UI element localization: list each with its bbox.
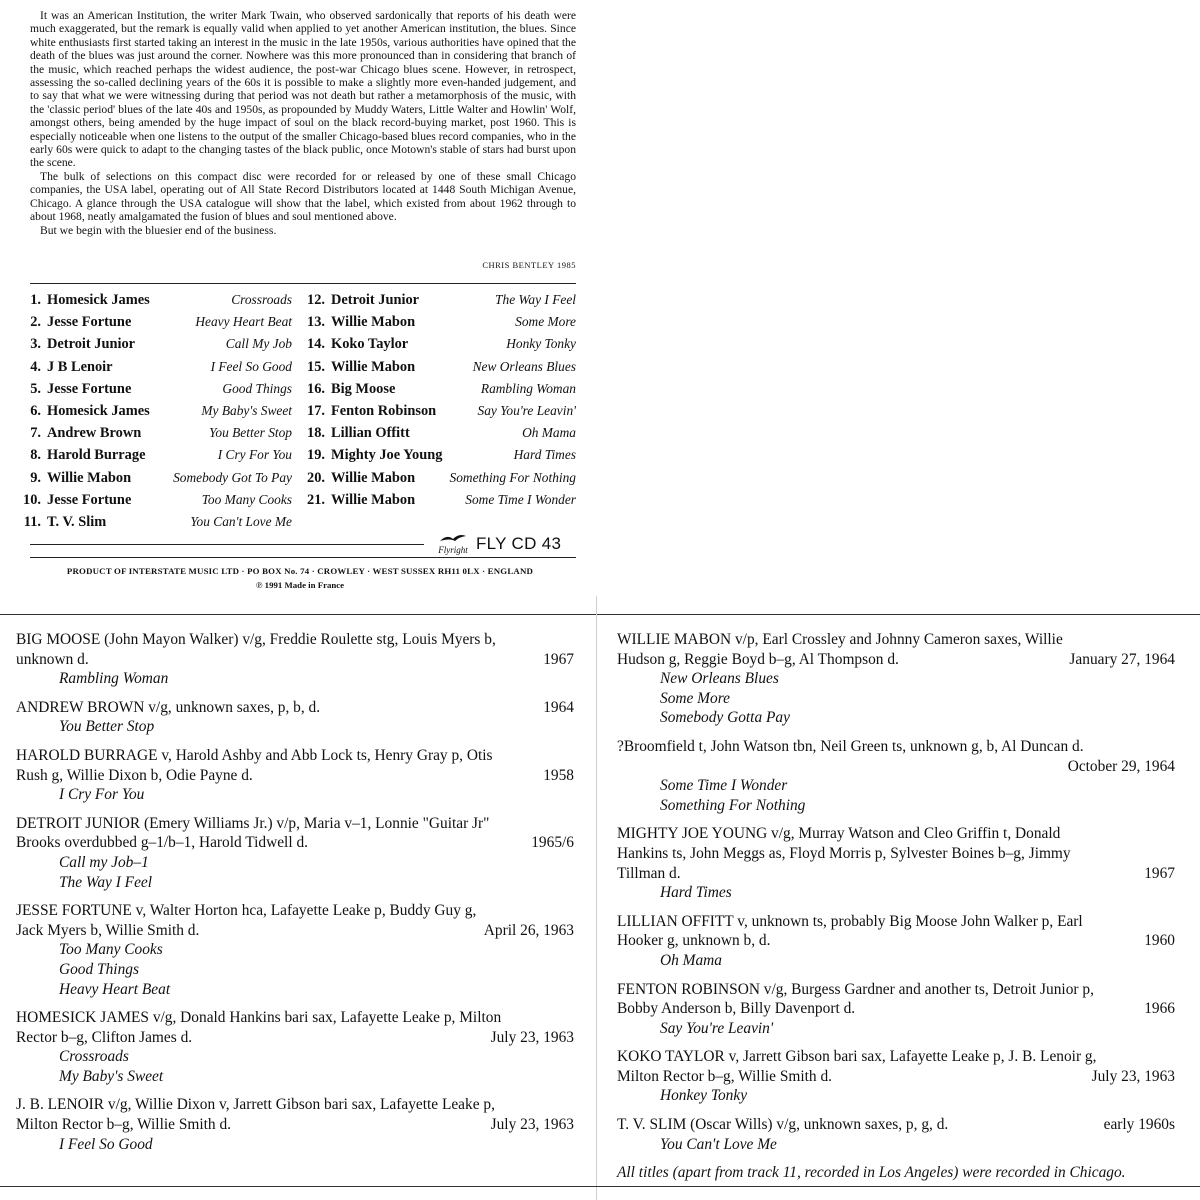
track-title: Rambling Woman xyxy=(480,380,576,396)
personnel-text: WILLIE MABON v/p, Earl Crossley and Johnny Cameron saxes, Willie xyxy=(617,631,1063,648)
catalog-block xyxy=(438,532,561,555)
track-artist: Fenton Robinson xyxy=(331,402,437,419)
session-date: July 23, 1963 xyxy=(490,1028,574,1046)
track-title: I Cry For You xyxy=(217,447,292,463)
personnel-text: Tillman d. xyxy=(617,864,681,882)
song-title: Somebody Gotta Pay xyxy=(660,709,790,727)
liner-notes xyxy=(30,9,576,237)
personnel-line xyxy=(16,814,574,834)
catalog-number: FLY CD 43 xyxy=(476,533,562,553)
personnel-text: HOMESICK JAMES v/g, Donald Hankins bari sax, Lafayette Leake p, Milton xyxy=(16,1009,502,1027)
session-date: April 26, 1963 xyxy=(483,921,574,939)
track-artist: Homesick James xyxy=(47,292,150,308)
session-entry xyxy=(16,814,574,892)
personnel-text: J. B. LENOIR v/g, Willie Dixon v, Jarrett Gibson bari sax, Lafayette Leake p, xyxy=(16,1096,495,1114)
session-date: 1965/6 xyxy=(531,834,574,852)
track-row xyxy=(298,359,576,381)
track-row xyxy=(298,492,576,514)
personnel-text: Milton Rector b–g, Willie Smith d. xyxy=(617,1067,832,1085)
track-title: Something For Nothing xyxy=(449,469,576,485)
session-entry xyxy=(16,901,574,999)
session-entry xyxy=(617,737,1175,815)
personnel-text: unknown d. xyxy=(16,650,89,668)
track-title: Call My Job xyxy=(225,336,292,352)
tracklist-right xyxy=(298,292,576,514)
song-title: Too Many Cooks xyxy=(59,941,163,959)
personnel-line xyxy=(617,757,1175,777)
track-number: 1. xyxy=(30,292,41,308)
recording-location-note: All titles (apart from track 11, recorded in Los Angeles) were recorded in Chicago. xyxy=(617,1164,1126,1182)
track-title: Oh Mama xyxy=(522,425,576,441)
song-title: Some Time I Wonder xyxy=(660,777,788,795)
track-title: Crossroads xyxy=(231,292,292,307)
song-title: Rambling Woman xyxy=(59,670,169,688)
track-number: 16. xyxy=(307,380,325,397)
track-row xyxy=(298,292,576,314)
personnel-line xyxy=(16,650,574,670)
personnel-line xyxy=(617,1047,1175,1067)
track-number: 14. xyxy=(307,336,325,353)
liner-notes-paragraph: It was an American Institution, the writer Mark Twain, who observed sardonically that reports of his death were much exaggerated, but the remark is equally valid when applied to yet another American institution, the blues. Since white enthusiasts first started taking an interest in the music in the late 1950s, various authorities have opined that the death of the blues was just around the corner. Nowhere was this more pronounced than in considering that branch of the music, which reached perhaps the widest audience, the post-war Chicago blues scene. However, in retrospect, assessing the so-called declining years of the 60s it is possible to make a slightly more even-handed judgement, and to say that what we were witnessing during that period was not death but rather a metamorphosis of the music, with the 'classic period' blues of the late 40s and 1950s, as propounded by Muddy Waters, Little Walter and Howlin' Wolf, amongst others, being amended by the huge impact of soul on the black record-buying market, post 1960. This is especially noticeable when one listens to the output of the smaller Chicago-based blues record companies, who in the early 60s were quick to adapt to the changing tastes of the black public, once Motown's stable of stars had burst upon the scene. xyxy=(30,9,576,170)
personnel-text: BIG MOOSE (John Mayon Walker) v/g, Freddie Roulette stg, Louis Myers b, xyxy=(16,631,496,648)
personnel-line xyxy=(617,1067,1175,1087)
track-title: Say You're Leavin' xyxy=(477,402,576,418)
track-artist: J B Lenoir xyxy=(47,358,113,375)
song-title: New Orleans Blues xyxy=(660,670,779,688)
song-title: Something For Nothing xyxy=(660,796,806,814)
personnel-line xyxy=(16,1115,574,1135)
personnel-line xyxy=(617,931,1175,951)
track-number: 19. xyxy=(307,447,325,464)
session-entry xyxy=(617,980,1175,1039)
session-entry xyxy=(16,1095,574,1154)
personnel-line xyxy=(16,833,574,853)
personnel-text: Brooks overdubbed g–1/b–1, Harold Tidwell d. xyxy=(16,834,308,852)
track-row xyxy=(298,314,576,336)
session-date: early 1960s xyxy=(1103,1116,1175,1134)
track-title: Honky Tonky xyxy=(506,336,576,352)
song-title: Hard Times xyxy=(660,884,732,902)
track-row xyxy=(298,447,576,469)
track-row xyxy=(14,425,292,447)
song-title: My Baby's Sweet xyxy=(59,1067,164,1085)
song-title: I Feel So Good xyxy=(59,1135,153,1153)
personnel-text: ?Broomfield t, John Watson tbn, Neil Green ts, unknown g, b, Al Duncan d. xyxy=(617,737,1084,755)
personnel-line xyxy=(16,630,574,650)
track-number: 3. xyxy=(30,336,41,353)
personnel-column-left xyxy=(16,630,574,1163)
song-title: You Can't Love Me xyxy=(660,1135,777,1153)
track-artist: Homesick James xyxy=(47,402,150,419)
personnel-text: DETROIT JUNIOR (Emery Williams Jr.) v/p, Maria v–1, Lonnie "Guitar Jr" xyxy=(16,814,490,832)
personnel-text: Rush g, Willie Dixon b, Odie Payne d. xyxy=(16,766,253,784)
track-number: 6. xyxy=(30,402,41,419)
track-artist: Jesse Fortune xyxy=(47,314,132,331)
track-number: 4. xyxy=(30,358,41,375)
track-number: 9. xyxy=(30,469,41,486)
track-number: 11. xyxy=(23,513,41,530)
track-row xyxy=(14,336,292,358)
personnel-text: Hankins ts, John Meggs as, Floyd Morris p, Sylvester Boines b–g, Jimmy xyxy=(617,844,1071,862)
personnel-text: Bobby Anderson b, Billy Davenport d. xyxy=(617,1000,856,1018)
session-date: 1960 xyxy=(1144,932,1175,950)
personnel-line xyxy=(16,901,574,921)
track-artist: Lillian Offitt xyxy=(331,425,410,442)
personnel-text: HAROLD BURRAGE v, Harold Ashby and Abb Lock ts, Henry Gray p, Otis xyxy=(16,746,493,764)
track-artist: Detroit Junior xyxy=(47,336,136,353)
session-entry xyxy=(16,1008,574,1086)
personnel-text: T. V. SLIM (Oscar Wills) v/g, unknown saxes, p, g, d. xyxy=(617,1116,949,1134)
track-title: Hard Times xyxy=(513,447,576,463)
session-entry xyxy=(16,698,574,737)
personnel-line xyxy=(617,999,1175,1019)
bird-icon xyxy=(438,532,468,544)
tracklist-left xyxy=(14,292,292,536)
track-artist: Andrew Brown xyxy=(47,425,142,442)
track-number: 21. xyxy=(307,491,325,508)
liner-notes-paragraph: The bulk of selections on this compact disc were recorded for or released by one of these small Chicago companies, the USA label, operating out of All State Record Distributors located at 1448 South Michigan Avenue, Chicago. A glance through the USA catalogue will show that the label, which existed from about 1962 through to about 1968, neatly amalgamated the fusion of blues and soul mentioned above. xyxy=(30,169,576,224)
personnel-line xyxy=(16,746,574,766)
personnel-line xyxy=(16,1008,574,1028)
song-title: You Better Stop xyxy=(59,718,155,736)
personnel-text: LILLIAN OFFITT v, unknown ts, probably Big Moose John Walker p, Earl xyxy=(617,912,1083,930)
track-title: Some More xyxy=(515,314,576,330)
personnel-line xyxy=(617,630,1175,650)
session-date: 1967 xyxy=(1144,864,1175,882)
track-row xyxy=(14,359,292,381)
session-date: January 27, 1964 xyxy=(1069,650,1175,668)
personnel-text: Hudson g, Reggie Boyd b–g, Al Thompson d. xyxy=(617,650,899,668)
track-title: Good Things xyxy=(222,380,292,396)
track-artist: Jesse Fortune xyxy=(47,380,132,397)
divider xyxy=(30,544,424,545)
personnel-text: ANDREW BROWN v/g, unknown saxes, p, b, d. xyxy=(16,698,321,716)
track-artist: Willie Mabon xyxy=(331,314,416,331)
notes-credit: CHRIS BENTLEY 1985 xyxy=(482,260,576,270)
personnel-line xyxy=(617,1115,1175,1135)
song-title: Crossroads xyxy=(59,1048,129,1066)
track-row xyxy=(14,403,292,425)
track-number: 15. xyxy=(307,358,325,375)
copyright-line: ℗ 1991 Made in France xyxy=(255,580,345,590)
session-date: October 29, 1964 xyxy=(1067,757,1175,775)
session-date: 1967 xyxy=(543,650,574,668)
session-date: 1964 xyxy=(543,698,574,716)
divider xyxy=(30,283,576,284)
track-artist: Willie Mabon xyxy=(331,469,416,486)
personnel-line xyxy=(16,1028,574,1048)
track-title: New Orleans Blues xyxy=(472,358,576,374)
personnel-line xyxy=(617,824,1175,844)
track-number: 10. xyxy=(23,491,41,508)
song-title: Good Things xyxy=(59,960,139,978)
session-entry xyxy=(617,824,1175,902)
track-title: Somebody Got To Pay xyxy=(173,469,292,485)
track-artist: Koko Taylor xyxy=(331,336,409,353)
track-artist: Willie Mabon xyxy=(331,358,416,375)
fold-line xyxy=(596,596,597,1200)
track-artist: Harold Burrage xyxy=(47,447,146,464)
track-row xyxy=(298,425,576,447)
personnel-text: FENTON ROBINSON v/g, Burgess Gardner and another ts, Detroit Junior p, xyxy=(617,980,1094,998)
track-number: 7. xyxy=(30,425,41,442)
personnel-text: Hooker g, unknown b, d. xyxy=(617,932,771,950)
liner-notes-paragraph: But we begin with the bluesier end of the business. xyxy=(40,223,277,237)
track-number: 5. xyxy=(30,380,41,397)
divider xyxy=(30,557,576,558)
track-number: 17. xyxy=(307,402,325,419)
track-row xyxy=(298,403,576,425)
personnel-text: Jack Myers b, Willie Smith d. xyxy=(16,921,200,939)
track-number: 8. xyxy=(30,447,41,464)
personnel-line xyxy=(617,980,1175,1000)
personnel-text: MIGHTY JOE YOUNG v/g, Murray Watson and Cleo Griffin t, Donald xyxy=(617,825,1061,843)
personnel-line xyxy=(16,766,574,786)
track-row xyxy=(14,314,292,336)
track-title: I Feel So Good xyxy=(210,358,292,374)
track-artist: T. V. Slim xyxy=(47,513,107,530)
track-number: 13. xyxy=(307,314,325,331)
track-artist: Willie Mabon xyxy=(47,469,132,486)
track-artist: Willie Mabon xyxy=(331,491,416,508)
session-entry xyxy=(617,912,1175,971)
track-row xyxy=(14,381,292,403)
session-entry xyxy=(617,1115,1175,1154)
track-row xyxy=(14,470,292,492)
session-date: 1958 xyxy=(543,766,574,784)
track-number: 18. xyxy=(307,425,325,442)
track-number: 20. xyxy=(307,469,325,486)
personnel-line xyxy=(16,1095,574,1115)
song-title: Some More xyxy=(660,689,730,707)
flyright-logo: Flyright xyxy=(438,532,468,555)
track-row xyxy=(298,470,576,492)
track-row xyxy=(14,447,292,469)
session-entry xyxy=(617,1047,1175,1106)
track-row xyxy=(14,514,292,536)
track-artist: Big Moose xyxy=(331,380,396,397)
track-title: The Way I Feel xyxy=(495,292,576,307)
song-title: Say You're Leavin' xyxy=(660,1019,774,1037)
session-date: July 23, 1963 xyxy=(490,1116,574,1134)
track-row xyxy=(14,292,292,314)
personnel-text: Milton Rector b–g, Willie Smith d. xyxy=(16,1116,231,1134)
track-title: Heavy Heart Beat xyxy=(195,314,292,330)
session-entry xyxy=(617,630,1175,728)
divider xyxy=(0,614,1200,615)
personnel-line xyxy=(16,921,574,941)
song-title: I Cry For You xyxy=(59,786,145,804)
divider xyxy=(0,1186,1200,1187)
song-title: Oh Mama xyxy=(660,951,722,969)
track-row xyxy=(298,336,576,358)
session-entry xyxy=(16,746,574,805)
session-date: 1966 xyxy=(1144,1000,1175,1018)
track-row xyxy=(14,492,292,514)
session-date: July 23, 1963 xyxy=(1091,1067,1175,1085)
personnel-text: KOKO TAYLOR v, Jarrett Gibson bari sax, Lafayette Leake p, J. B. Lenoir g, xyxy=(617,1048,1097,1066)
track-title: My Baby's Sweet xyxy=(201,402,292,418)
song-title: The Way I Feel xyxy=(59,873,153,891)
personnel-text: Rector b–g, Clifton James d. xyxy=(16,1028,193,1046)
track-title: You Better Stop xyxy=(209,425,292,441)
track-row xyxy=(298,381,576,403)
personnel-line xyxy=(617,650,1175,670)
track-title: You Can't Love Me xyxy=(190,513,292,529)
song-title: Call my Job–1 xyxy=(59,853,149,871)
song-title: Heavy Heart Beat xyxy=(59,980,171,998)
personnel-column-right xyxy=(617,630,1175,1183)
track-number: 2. xyxy=(30,314,41,331)
personnel-text: JESSE FORTUNE v, Walter Horton hca, Lafayette Leake p, Buddy Guy g, xyxy=(16,902,477,920)
session-entry xyxy=(16,630,574,689)
track-artist: Mighty Joe Young xyxy=(331,447,443,464)
personnel-line xyxy=(617,864,1175,884)
personnel-line xyxy=(16,698,574,718)
track-artist: Detroit Junior xyxy=(331,292,420,308)
track-artist: Jesse Fortune xyxy=(47,491,132,508)
personnel-line xyxy=(617,737,1175,757)
booklet-back-panel xyxy=(0,0,600,600)
track-title: Too Many Cooks xyxy=(201,491,292,507)
track-number: 12. xyxy=(307,292,325,308)
track-title: Some Time I Wonder xyxy=(465,491,576,507)
personnel-line xyxy=(617,844,1175,864)
personnel-line xyxy=(617,912,1175,932)
song-title: Honkey Tonky xyxy=(660,1087,748,1105)
publisher-line: PRODUCT OF INTERSTATE MUSIC LTD · PO BOX No. 74 · CROWLEY · WEST SUSSEX RH11 0LX · ENGLAND xyxy=(66,566,534,576)
